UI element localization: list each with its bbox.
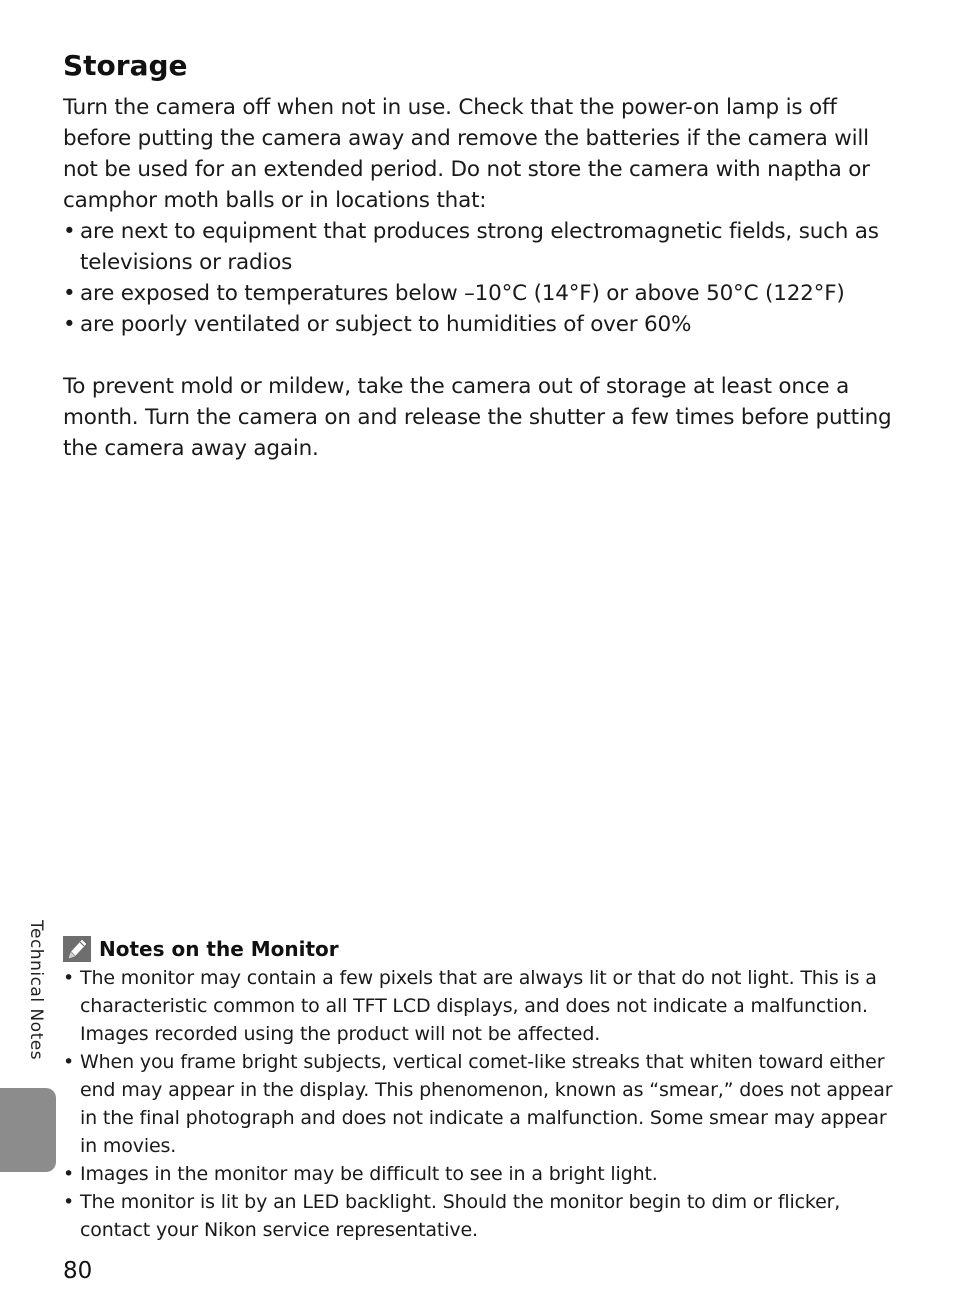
notes-title: Notes on the Monitor xyxy=(99,937,339,961)
storage-closing: To prevent mold or mildew, take the camera out of storage at least once a month. Turn the camera on and release the shutter a few times before putting the camera away again. xyxy=(63,374,892,461)
storage-bullet-list xyxy=(63,216,893,340)
notes-list xyxy=(63,964,893,1244)
page-title: Storage xyxy=(63,49,188,82)
notes-item: • The monitor is lit by an LED backlight. Should the monitor begin to dim or flicker, contact your Nikon service representative. xyxy=(63,1188,893,1244)
storage-intro: Turn the camera off when not in use. Check that the power-on lamp is off before putting the camera away and remove the batteries if the camera will not be used for an extended period. Do not store the camera with naptha or camphor moth balls or in locations that: xyxy=(63,95,870,213)
storage-bullet: • are poorly ventilated or subject to humidities of over 60% xyxy=(63,309,893,340)
storage-section xyxy=(63,92,893,464)
notes-item: • The monitor may contain a few pixels that are always lit or that do not light. This is a characteristic common to all TFT LCD displays, and does not indicate a malfunction. Images recorded using the product will not be affected. xyxy=(63,964,893,1048)
pencil-icon xyxy=(63,936,91,962)
page-number: 80 xyxy=(63,1258,93,1284)
storage-bullet: • are exposed to temperatures below –10°C (14°F) or above 50°C (122°F) xyxy=(63,278,893,309)
notes-item: • When you frame bright subjects, vertical comet-like streaks that whiten toward either end may appear in the display. This phenomenon, known as “smear,” does not appear in the final photograph and does not indicate a malfunction. Some smear may appear in movies. xyxy=(63,1048,893,1160)
notes-item: • Images in the monitor may be difficult to see in a bright light. xyxy=(63,1160,893,1188)
section-tab-label: Technical Notes xyxy=(26,920,46,1061)
notes-box xyxy=(63,934,893,1244)
storage-bullet: • are next to equipment that produces strong electromagnetic fields, such as televisions or radios xyxy=(63,216,893,278)
notes-header xyxy=(63,934,893,964)
section-tab xyxy=(0,1088,56,1172)
